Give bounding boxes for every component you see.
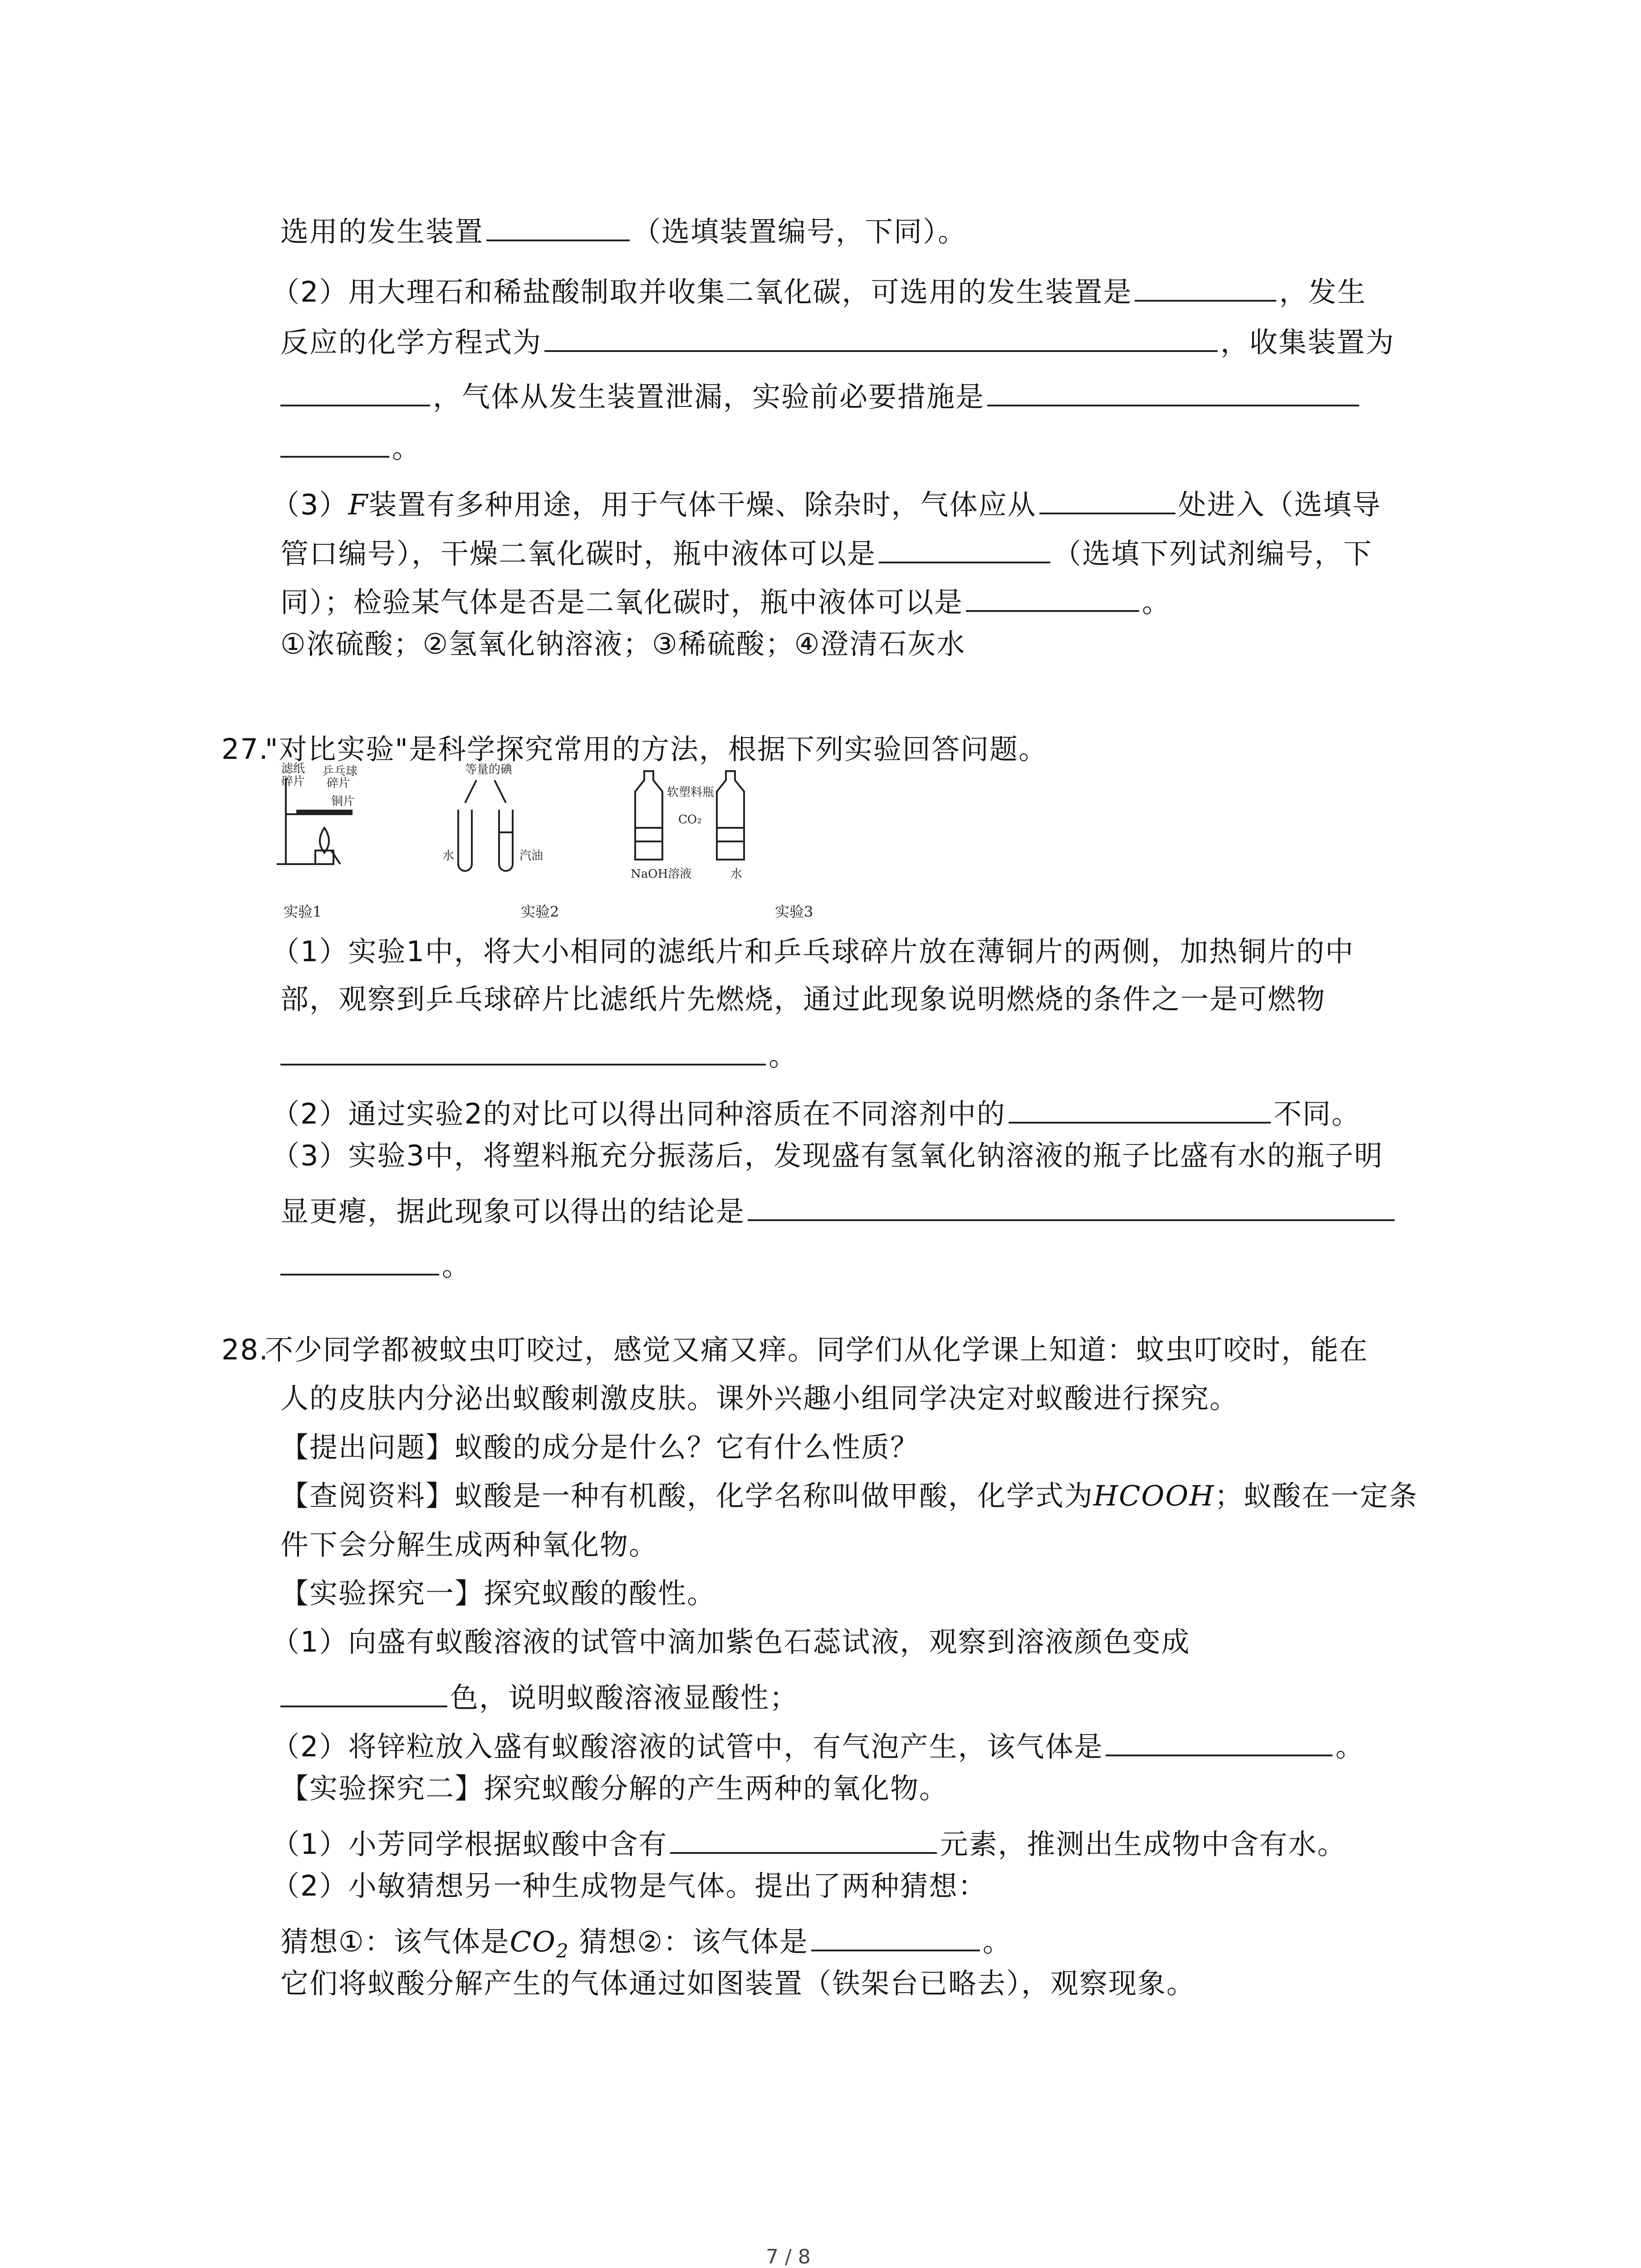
q28-line-12: （2）小敏猜想另一种生成物是气体。提出了两种猜想： (271, 1869, 987, 1902)
answer-blank[interactable] (486, 203, 630, 241)
svg-text:乒乓球: 乒乓球 (322, 765, 358, 778)
svg-text:碎片: 碎片 (281, 775, 305, 788)
q28-line-5: 件下会分解生成两种氧化物。 (280, 1528, 658, 1561)
question-number: 27. (221, 733, 269, 766)
svg-text:软塑料瓶: 软塑料瓶 (667, 786, 715, 799)
q28-line-3: 【提出问题】蚁酸的成分是什么？它有什么性质？ (280, 1431, 920, 1464)
q27-part1-line3: 。 (280, 1027, 798, 1073)
q27-stem: 27."对比实验"是科学探究常用的方法，根据下列实验回答问题。 (221, 728, 1048, 773)
answer-blank[interactable] (544, 314, 1218, 352)
q26-line-2: （2）用大理石和稀盐酸制取并收集二氧化碳，可选用的发生装置是 ，发生 (271, 264, 1366, 309)
svg-text:碎片: 碎片 (327, 777, 351, 790)
q28-line-4: 【查阅资料】蚁酸是一种有机酸，化学名称叫做甲酸，化学式为HCOOH；蚁酸在一定条 (280, 1479, 1418, 1512)
q26-line-1: 选用的发生装置 （选填装置编号，下同）。 (280, 203, 967, 249)
figure-caption-3: 实验3 (775, 903, 813, 920)
answer-blank[interactable] (1106, 1718, 1332, 1756)
experiment-1-apparatus (277, 778, 352, 864)
q28-line-14: 它们将蚁酸分解产生的气体通过如图装置（铁架台已略去），观察现象。 (280, 1967, 1196, 2000)
q27-part1-line2: 部，观察到乒乓球碎片比滤纸片先燃烧，通过此现象说明燃烧的条件之一是可燃物 (280, 982, 1326, 1016)
q28-line-2: 人的皮肤内分泌出蚁酸刺激皮肤。课外兴趣小组同学决定对蚁酸进行探究。 (280, 1382, 1239, 1415)
svg-text:滤纸: 滤纸 (281, 762, 305, 776)
answer-blank[interactable] (1009, 1085, 1271, 1124)
q28-line-6: 【实验探究一】探究蚁酸的酸性。 (280, 1577, 716, 1610)
q27-part2: （2）通过实验2的对比可以得出同种溶质在不同溶剂中的 不同。 (271, 1085, 1361, 1131)
q27-experiment-figure (272, 760, 916, 923)
answer-blank[interactable] (966, 574, 1139, 612)
svg-text:CO₂: CO₂ (678, 813, 702, 826)
answer-blank[interactable] (280, 1237, 439, 1276)
answer-blank[interactable] (811, 1913, 980, 1951)
question-number: 28. (221, 1333, 269, 1366)
q28-line-9: （2）将锌粒放入盛有蚁酸溶液的试管中，有气泡产生，该气体是 。 (271, 1718, 1364, 1764)
answer-blank[interactable] (748, 1183, 1395, 1221)
svg-text:水: 水 (442, 849, 455, 863)
answer-blank[interactable] (670, 1816, 937, 1854)
q26-line-8: 同）；检验某气体是否是二氧化碳时，瓶中液体可以是 。 (280, 574, 1171, 619)
figure-caption-1: 实验1 (284, 903, 322, 920)
svg-text:水: 水 (730, 867, 743, 881)
q27-part3-line2: 显更瘪，据此现象可以得出的结论是 (280, 1183, 1397, 1228)
q26-line-5: 。 (280, 420, 421, 465)
q28-line-7: （1）向盛有蚁酸溶液的试管中滴加紫色石蕊试液，观察到溶液颜色变成 (271, 1625, 1190, 1658)
q28-line-1: 28.不少同学都被蚊虫叮咬过，感觉又痛又痒。同学们从化学课上知道：蚊虫叮咬时，能在 (221, 1328, 1368, 1374)
q27-part1-line1: （1）实验1中，将大小相同的滤纸片和乒乓球碎片放在薄铜片的两侧，加热铜片的中 (271, 935, 1354, 968)
q26-line-4: ，气体从发生装置泄漏，实验前必要措施是 (280, 368, 1362, 414)
svg-text:汽油: 汽油 (519, 849, 544, 863)
svg-text:NaOH溶液: NaOH溶液 (631, 867, 692, 881)
answer-blank[interactable] (280, 1027, 766, 1066)
q27-part3-line3: 。 (280, 1237, 471, 1283)
q26-line-7: 管口编号），干燥二氧化碳时，瓶中液体可以是 （选填下列试剂编号，下 (280, 525, 1372, 571)
svg-text:等量的碘: 等量的碘 (465, 763, 513, 777)
q28-line-11: （1）小芳同学根据蚁酸中含有 元素，推测出生成物中含有水。 (271, 1816, 1346, 1861)
answer-blank[interactable] (879, 525, 1050, 563)
answer-blank[interactable] (280, 420, 389, 458)
q28-line-13: 猜想①：该气体是$CO_2$ 猜想②：该气体是 。 (280, 1913, 1012, 1959)
q26-reagent-options: ①浓硫酸；②氢氧化钠溶液；③稀硫酸；④澄清石灰水 (280, 627, 966, 660)
answer-blank[interactable] (1039, 476, 1176, 514)
q26-line-6: （3）F装置有多种用途，用于气体干燥、除杂时，气体应从 处进入（选填导 (271, 476, 1381, 522)
figure-caption-2: 实验2 (521, 903, 559, 920)
answer-blank[interactable] (987, 368, 1359, 406)
answer-blank[interactable] (1135, 264, 1276, 302)
experiment-2-test-tubes (458, 780, 513, 871)
q27-part3-line1: （3）实验3中，将塑料瓶充分振荡后，发现盛有氢氧化钠溶液的瓶子比盛有水的瓶子明 (271, 1139, 1383, 1172)
answer-blank[interactable] (280, 1669, 447, 1707)
q28-line-10: 【实验探究二】探究蚁酸分解的产生两种的氧化物。 (280, 1772, 949, 1805)
page-number: 7 / 8 (766, 2245, 811, 2268)
answer-blank[interactable] (280, 368, 430, 406)
svg-text:铜片: 铜片 (331, 795, 355, 808)
q28-line-8: 色，说明蚁酸溶液显酸性； (280, 1669, 798, 1715)
q26-line-3: 反应的化学方程式为 ，收集装置为 (280, 314, 1395, 359)
